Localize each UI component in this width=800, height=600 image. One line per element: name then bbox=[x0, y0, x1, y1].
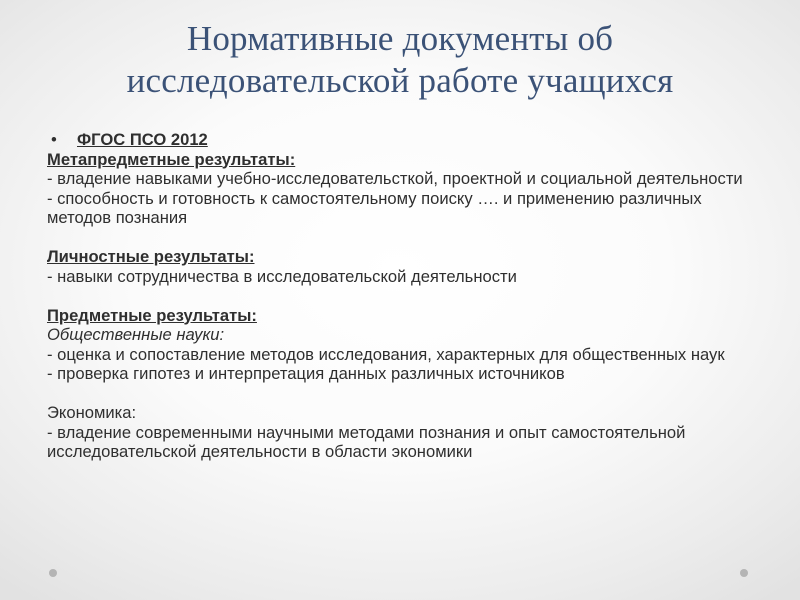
subsection-heading-social-sciences: Общественные науки: bbox=[47, 325, 225, 344]
slide-title-line-2: исследовательской работе учащихся bbox=[126, 61, 674, 100]
decorative-dot-icon bbox=[740, 569, 748, 577]
list-item: - оценка и сопоставление методов исследования, характерных для общественных наук bbox=[47, 344, 725, 364]
section-heading-subject: Предметные результаты: bbox=[47, 305, 257, 325]
spacer bbox=[47, 286, 762, 306]
slide-title-line-1: Нормативные документы об bbox=[186, 19, 614, 58]
bullet-item-label: ФГОС ПСО 2012 bbox=[77, 130, 208, 149]
decorative-dot-icon bbox=[49, 569, 57, 577]
section-heading-personal: Личностные результаты: bbox=[47, 247, 255, 266]
list-item: - навыки сотрудничества в исследовательской деятельности bbox=[47, 266, 517, 286]
bullet-icon: • bbox=[51, 130, 57, 149]
subsection-heading-economics: Экономика: bbox=[47, 403, 137, 422]
list-item: - владение современными научными методами познания и опыт самостоятельной исследовательской деятельности в области экономики bbox=[47, 422, 686, 461]
bullet-item-fgos bbox=[47, 130, 762, 150]
section-heading-metasubject: Метапредметные результаты: bbox=[47, 149, 296, 169]
spacer bbox=[47, 384, 762, 404]
list-item: - способность и готовность к самостоятельному поиску …. и применению различных методов познания bbox=[47, 188, 702, 227]
list-item: - проверка гипотез и интерпретация данных различных источников bbox=[47, 364, 565, 383]
slide-body bbox=[47, 130, 762, 462]
slide-title bbox=[40, 18, 760, 102]
spacer bbox=[47, 228, 762, 248]
list-item: - владение навыками учебно-исследовательсткой, проектной и социальной деятельности bbox=[47, 169, 743, 188]
